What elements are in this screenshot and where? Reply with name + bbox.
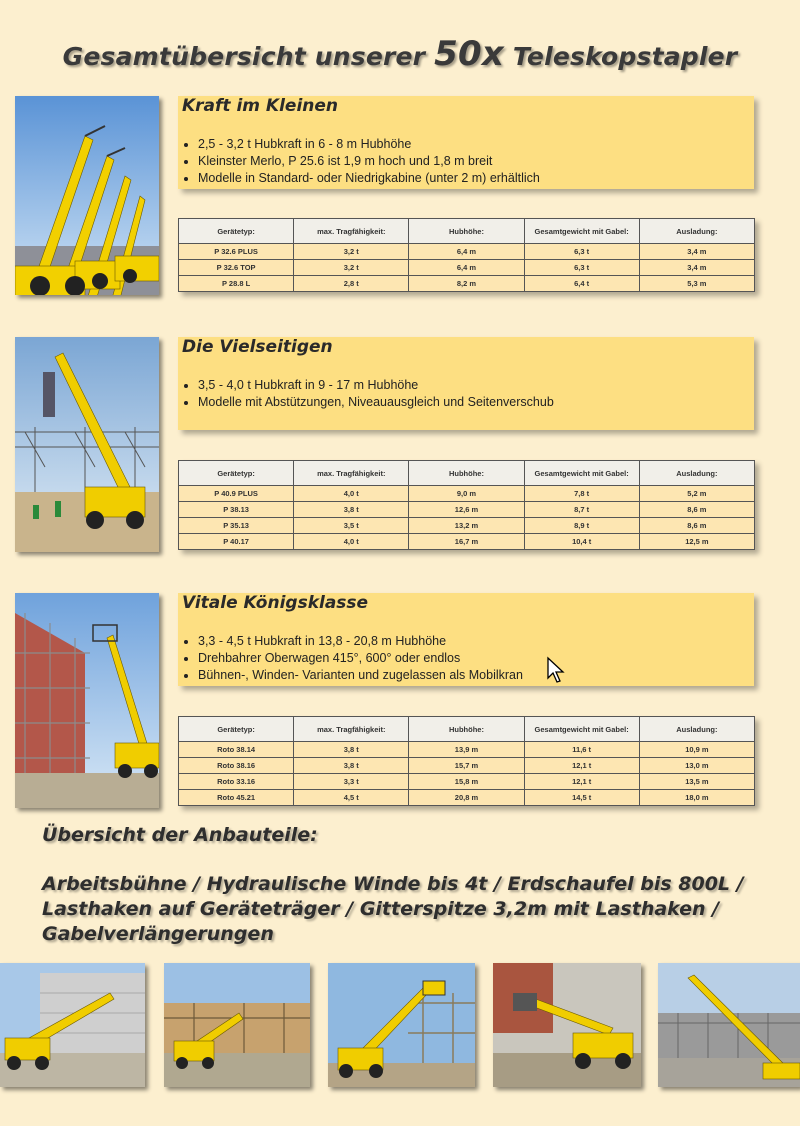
table-cell: 6,4 m: [409, 260, 524, 276]
table-cell: Roto 38.14: [179, 742, 294, 758]
section-heading: Die Vielseitigen: [182, 337, 333, 357]
table-cell: 8,6 m: [639, 518, 754, 534]
attachment-photo-1: [0, 963, 145, 1087]
column-header: Hubhöhe:: [409, 461, 524, 486]
table-header-row: [179, 461, 755, 486]
telehandler-row-photo: [15, 96, 159, 295]
table-row: [179, 758, 755, 774]
table-cell: 3,4 m: [639, 260, 754, 276]
table-row: [179, 790, 755, 806]
table-cell: P 40.9 PLUS: [179, 486, 294, 502]
table-cell: 13,0 m: [639, 758, 754, 774]
table-cell: 5,3 m: [639, 276, 754, 292]
table-cell: 8,6 m: [639, 502, 754, 518]
table-cell: 9,0 m: [409, 486, 524, 502]
table-cell: 8,7 t: [524, 502, 639, 518]
table-cell: 6,4 t: [524, 276, 639, 292]
table-cell: 6,3 t: [524, 260, 639, 276]
bullet-item: • Kleinster Merlo, P 25.6 ist 1,9 m hoch und 1,8 m breit: [198, 153, 540, 170]
table-row: [179, 276, 755, 292]
table-row: [179, 260, 755, 276]
table-cell: 15,8 m: [409, 774, 524, 790]
table-cell: 15,7 m: [409, 758, 524, 774]
bullet-list: [178, 633, 523, 684]
bullet-item: • 2,5 - 3,2 t Hubkraft in 6 - 8 m Hubhöhe: [198, 136, 540, 153]
bullet-item: • 3,3 - 4,5 t Hubkraft in 13,8 - 20,8 m Hubhöhe: [198, 633, 523, 650]
table-cell: 14,5 t: [524, 790, 639, 806]
column-header: Gerätetyp:: [179, 717, 294, 742]
mouse-cursor-icon: [546, 656, 566, 684]
table-cell: 2,8 t: [294, 276, 409, 292]
section-box-vielseitigen: [178, 337, 754, 430]
spec-table-koenigsklasse: [178, 716, 755, 806]
bullet-item: • 3,5 - 4,0 t Hubkraft in 9 - 17 m Hubhöhe: [198, 377, 554, 394]
column-header: Gesamtgewicht mit Gabel:: [524, 219, 639, 244]
table-cell: 13,2 m: [409, 518, 524, 534]
page-title: Gesamtübersicht unserer 50x Teleskopstapler: [62, 34, 738, 74]
section-box-kraft: [178, 96, 754, 189]
attachment-photo-4: [493, 963, 641, 1087]
bullet-list: [178, 136, 540, 187]
table-cell: 4,0 t: [294, 486, 409, 502]
table-cell: 4,5 t: [294, 790, 409, 806]
table-cell: Roto 33.16: [179, 774, 294, 790]
column-header: Hubhöhe:: [409, 717, 524, 742]
table-cell: 8,9 t: [524, 518, 639, 534]
column-header: max. Tragfähigkeit:: [294, 219, 409, 244]
table-cell: Roto 38.16: [179, 758, 294, 774]
attachments-line: Lasthaken auf Geräteträger / Gitterspitze 3,2m mit Lasthaken /: [42, 898, 720, 920]
table-cell: 11,6 t: [524, 742, 639, 758]
table-cell: 3,8 t: [294, 502, 409, 518]
attachment-photo-2: [164, 963, 310, 1087]
table-row: [179, 534, 755, 550]
column-header: Ausladung:: [639, 717, 754, 742]
column-header: Gesamtgewicht mit Gabel:: [524, 461, 639, 486]
table-cell: 13,5 m: [639, 774, 754, 790]
table-cell: 4,0 t: [294, 534, 409, 550]
spec-table-kraft: [178, 218, 755, 292]
table-row: [179, 774, 755, 790]
section-heading: Kraft im Kleinen: [182, 96, 339, 116]
column-header: Ausladung:: [639, 219, 754, 244]
table-row: [179, 742, 755, 758]
section-heading: Vitale Königsklasse: [182, 593, 369, 613]
table-cell: 8,2 m: [409, 276, 524, 292]
table-cell: 3,8 t: [294, 758, 409, 774]
bullet-list: [178, 377, 554, 411]
table-cell: Roto 45.21: [179, 790, 294, 806]
column-header: Hubhöhe:: [409, 219, 524, 244]
section-box-koenigsklasse: [178, 593, 754, 686]
table-cell: 3,3 t: [294, 774, 409, 790]
table-header-row: [179, 717, 755, 742]
table-row: [179, 486, 755, 502]
table-cell: 6,4 m: [409, 244, 524, 260]
attachments-heading: Übersicht der Anbauteile:: [42, 824, 318, 846]
attachment-photo-3: [328, 963, 475, 1087]
table-row: [179, 502, 755, 518]
table-cell: 12,6 m: [409, 502, 524, 518]
table-cell: 3,5 t: [294, 518, 409, 534]
column-header: Gerätetyp:: [179, 461, 294, 486]
table-cell: 3,2 t: [294, 260, 409, 276]
column-header: max. Tragfähigkeit:: [294, 717, 409, 742]
table-row: [179, 244, 755, 260]
table-cell: 5,2 m: [639, 486, 754, 502]
table-cell: 12,1 t: [524, 774, 639, 790]
table-cell: 12,5 m: [639, 534, 754, 550]
column-header: Gesamtgewicht mit Gabel:: [524, 717, 639, 742]
table-cell: P 32.6 TOP: [179, 260, 294, 276]
column-header: Ausladung:: [639, 461, 754, 486]
table-cell: P 35.13: [179, 518, 294, 534]
attachment-photo-5: [658, 963, 800, 1087]
table-cell: 3,2 t: [294, 244, 409, 260]
bullet-item: • Drehbahrer Oberwagen 415°, 600° oder endlos: [198, 650, 523, 667]
table-cell: 12,1 t: [524, 758, 639, 774]
table-cell: 10,9 m: [639, 742, 754, 758]
table-cell: 3,4 m: [639, 244, 754, 260]
attachments-line: Arbeitsbühne / Hydraulische Winde bis 4t / Erdschaufel bis 800L /: [42, 873, 744, 895]
table-cell: P 40.17: [179, 534, 294, 550]
attachments-line: Gabelverlängerungen: [42, 923, 274, 945]
table-cell: 10,4 t: [524, 534, 639, 550]
column-header: max. Tragfähigkeit:: [294, 461, 409, 486]
table-cell: 3,8 t: [294, 742, 409, 758]
bullet-item: • Modelle mit Abstützungen, Niveauausgleich und Seitenverschub: [198, 394, 554, 411]
table-row: [179, 518, 755, 534]
table-cell: 18,0 m: [639, 790, 754, 806]
column-header: Gerätetyp:: [179, 219, 294, 244]
table-cell: 7,8 t: [524, 486, 639, 502]
table-cell: P 28.8 L: [179, 276, 294, 292]
telehandler-substation-photo: [15, 337, 159, 552]
telehandler-building-photo: [15, 593, 159, 808]
bullet-item: • Modelle in Standard- oder Niedrigkabine (unter 2 m) erhältlich: [198, 170, 540, 187]
table-cell: 6,3 t: [524, 244, 639, 260]
table-cell: 13,9 m: [409, 742, 524, 758]
spec-table-vielseitigen: [178, 460, 755, 550]
table-cell: 20,8 m: [409, 790, 524, 806]
table-header-row: [179, 219, 755, 244]
table-cell: 16,7 m: [409, 534, 524, 550]
table-cell: P 32.6 PLUS: [179, 244, 294, 260]
bullet-item: • Bühnen-, Winden- Varianten und zugelassen als Mobilkran: [198, 667, 523, 684]
attachments-list: [42, 872, 782, 947]
table-cell: P 38.13: [179, 502, 294, 518]
